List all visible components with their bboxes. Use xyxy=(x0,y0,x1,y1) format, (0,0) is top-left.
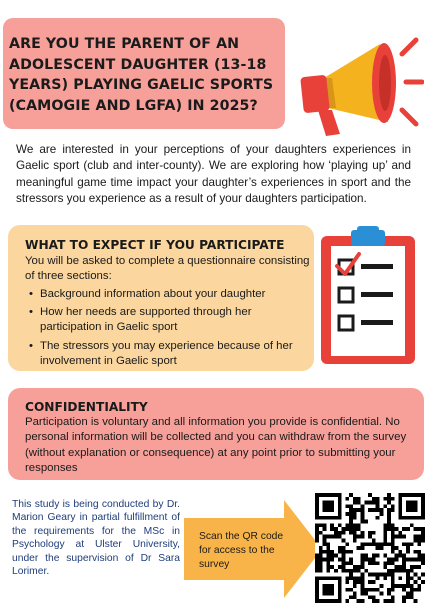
study-note: This study is being conducted by Dr. Marion Geary in partial fulfillment of the requirements for the MSc in Psychology at Ulster University, under the supervision of Dr Sara Lorimer. xyxy=(12,499,180,578)
title-line: YEARS) PLAYING GAELIC SPORTS xyxy=(9,77,274,93)
confidentiality-text: Participation is voluntary and all information you provide is confidential. No personal information will be collected and you can withdraw from the survey (without explanation or consequence) at any point prior to submitting your responses xyxy=(25,416,407,475)
list-item: • Background information about your daughter xyxy=(25,287,310,302)
megaphone-icon xyxy=(288,26,424,144)
page-title xyxy=(9,34,281,116)
expect-title: WHAT TO EXPECT IF YOU PARTICIPATE xyxy=(25,238,285,252)
intro-paragraph: We are interested in your perceptions of your daughters experiences in Gaelic sport (club and inter-county). We are exploring how ‘playing up’ and meaningful game time impact your daughter’s experiences in sport and the stressors you experience as a result of your daughters participation. xyxy=(16,143,411,206)
list-item: • The stressors you may experience because of her involvement in Gaelic sport xyxy=(25,339,310,369)
confidentiality-title: CONFIDENTIALITY xyxy=(25,400,148,414)
title-line: (CAMOGIE AND LGFA) IN 2025? xyxy=(9,97,258,114)
qr-code[interactable] xyxy=(315,492,425,604)
title-line: ADOLESCENT DAUGHTER (13-18 xyxy=(9,56,267,73)
expect-lead: You will be asked to complete a questionnaire consisting of three sections: xyxy=(25,255,310,283)
checklist-clipboard-icon xyxy=(317,226,419,368)
list-item: • How her needs are supported through her participation in Gaelic sport xyxy=(25,305,310,335)
scan-instruction: Scan the QR code for access to the survey xyxy=(199,531,284,570)
title-line: ARE YOU THE PARENT OF AN xyxy=(9,36,240,52)
expect-list xyxy=(25,287,310,372)
